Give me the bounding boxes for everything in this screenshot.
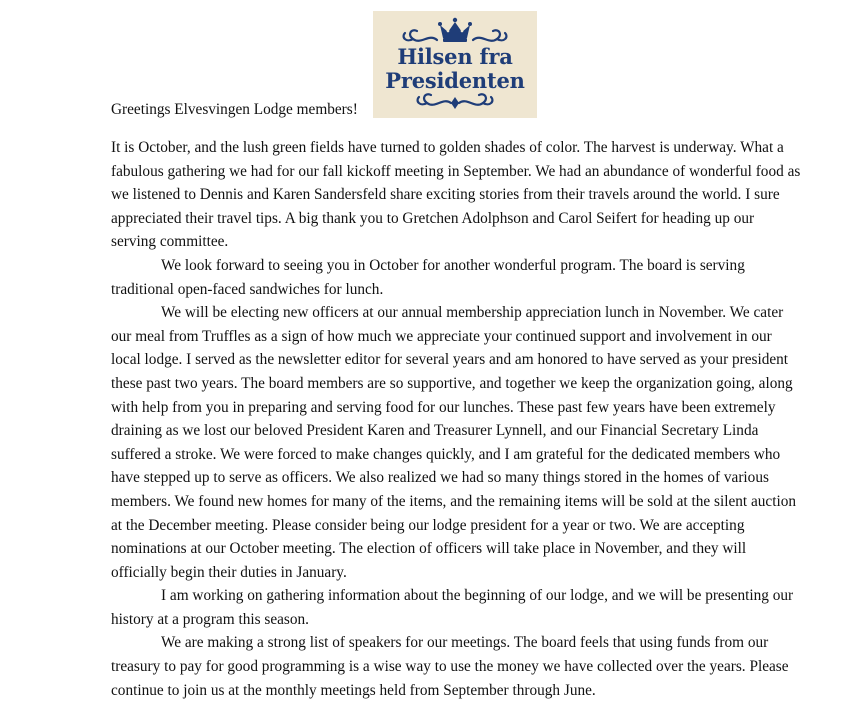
- logo-title-line-1: Hilsen fra: [397, 44, 513, 69]
- letter-body: [111, 136, 801, 702]
- greeting-heading: Greetings Elvesvingen Lodge members!: [111, 101, 358, 118]
- crown-icon: [438, 18, 472, 42]
- presidents-greeting-logo: [373, 11, 537, 118]
- paragraph: I am working on gathering information about the beginning of our lodge, and we will be presenting our history at a program this season.: [111, 587, 794, 628]
- logo-title-line-2: Presidenten: [385, 68, 525, 93]
- paragraph: We look forward to seeing you in October for another wonderful program. The board is serving traditional open-faced sandwiches for lunch.: [111, 256, 745, 298]
- paragraph: We will be electing new officers at our annual membership appreciation lunch in November. We cater our meal from Truffles as a sign of how much we appreciate your continued support and involvement in our local lodge. I served as the newsletter editor for several years and am honored to have served as your president these past two years. The board members are so supportive, and together we keep the organization going, along with help from you in preparing and serving food for our lunches. These past few years have been extremely draining as we lost our beloved President Karen and Treasurer Lynnell, and our Financial Secretary Linda suffered a stroke. We were forced to make changes quickly, and I am grateful for the dedicated members who have stepped up to serve as officers. We also realized we had so many things stored in the homes of various members. We found new homes for many of the items, and the remaining items will be sold at the silent auction at the December meeting. Please consider being our lodge president for a year or two. We are accepting nominations at our October meeting. The election of officers will take place in November, and they will officially begin their duties in January.: [111, 304, 796, 581]
- paragraph: We are making a strong list of speakers for our meetings. The board feels that using funds from our treasury to pay for good programming is a wise way to use the money we have collected over the years. Please continue to join us at the monthly meetings held from September through June.: [111, 634, 789, 699]
- paragraph: It is October, and the lush green fields have turned to golden shades of color. The harvest is underway. What a fabulous gathering we had for our fall kickoff meeting in September. We had an abundance of wonderful food as we listened to Dennis and Karen Sandersfeld share exciting stories from their travels around the world. I sure appreciated their travel tips. A big thank you to Gretchen Adolphson and Carol Seifert for heading up our serving committee.: [111, 139, 801, 251]
